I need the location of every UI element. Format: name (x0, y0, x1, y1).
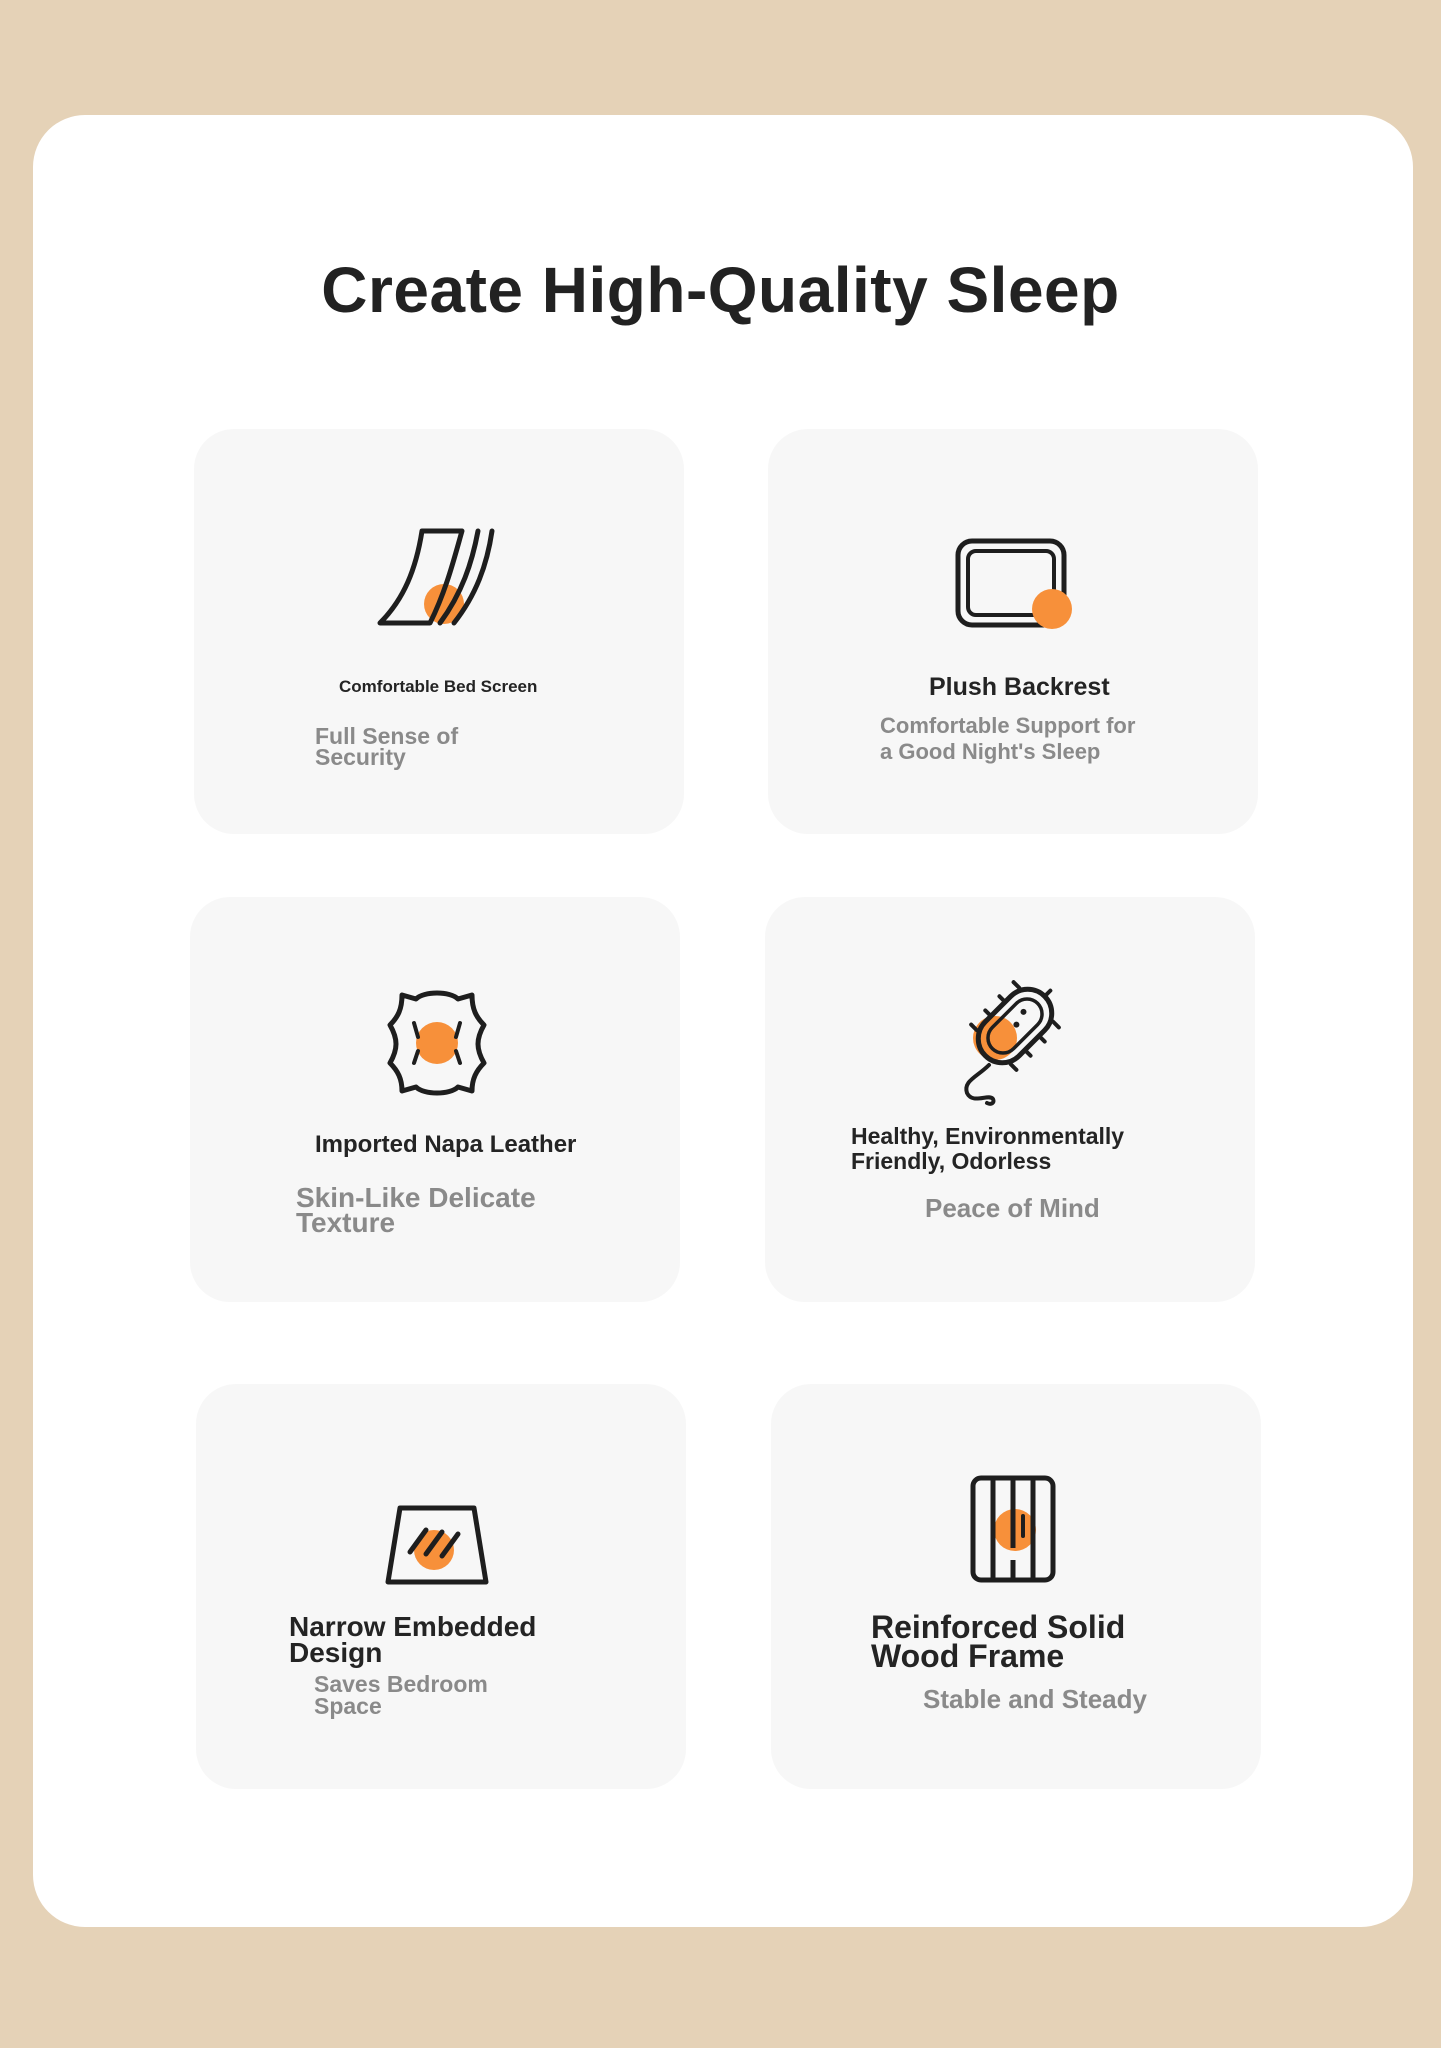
feature-card-bed-screen (194, 429, 684, 834)
feature-card-embedded-design (196, 1384, 686, 1789)
feature-subtitle-line-2: Texture (296, 1207, 396, 1238)
feature-card-wood-frame (771, 1384, 1261, 1789)
feature-title-line-2: Friendly, Odorless (851, 1148, 1052, 1174)
feature-subtitle-line-1: Comfortable Support for (880, 713, 1136, 738)
feature-title: Comfortable Bed Screen (339, 677, 538, 696)
feature-subtitle-line-1: Saves Bedroom (314, 1671, 488, 1697)
feature-title-line-1: Reinforced Solid (871, 1609, 1126, 1645)
feature-title-line-1: Healthy, Environmentally (851, 1123, 1125, 1149)
backrest-cushion-icon (956, 539, 1086, 639)
feature-subtitle-line-1: Skin-Like Delicate (296, 1182, 536, 1213)
leather-hide-icon (380, 987, 500, 1107)
feature-title: Plush Backrest (929, 673, 1110, 701)
feature-title-line-2: Design (289, 1637, 383, 1668)
feature-subtitle-line-2: Space (314, 1693, 382, 1719)
wood-frame-icon (971, 1476, 1061, 1586)
embedded-frame-icon (386, 1504, 496, 1594)
feature-subtitle-line-1: Full Sense of (315, 723, 459, 749)
feature-title: Imported Napa Leather (315, 1131, 577, 1158)
feature-subtitle: Stable and Steady (923, 1684, 1147, 1714)
page-title: Create High-Quality Sleep (321, 254, 1120, 326)
feature-subtitle-line-2: a Good Night's Sleep (880, 739, 1101, 764)
feature-subtitle-line-2: Security (315, 744, 406, 770)
feature-title-line-2: Wood Frame (871, 1638, 1065, 1674)
curved-screen-icon (374, 529, 514, 639)
bacteria-icon (955, 969, 1075, 1109)
feature-card-napa-leather (190, 897, 680, 1302)
feature-card-backrest (768, 429, 1258, 834)
feature-title-line-1: Narrow Embedded (289, 1611, 537, 1642)
feature-card-healthy (765, 897, 1255, 1302)
feature-subtitle: Peace of Mind (925, 1193, 1100, 1223)
